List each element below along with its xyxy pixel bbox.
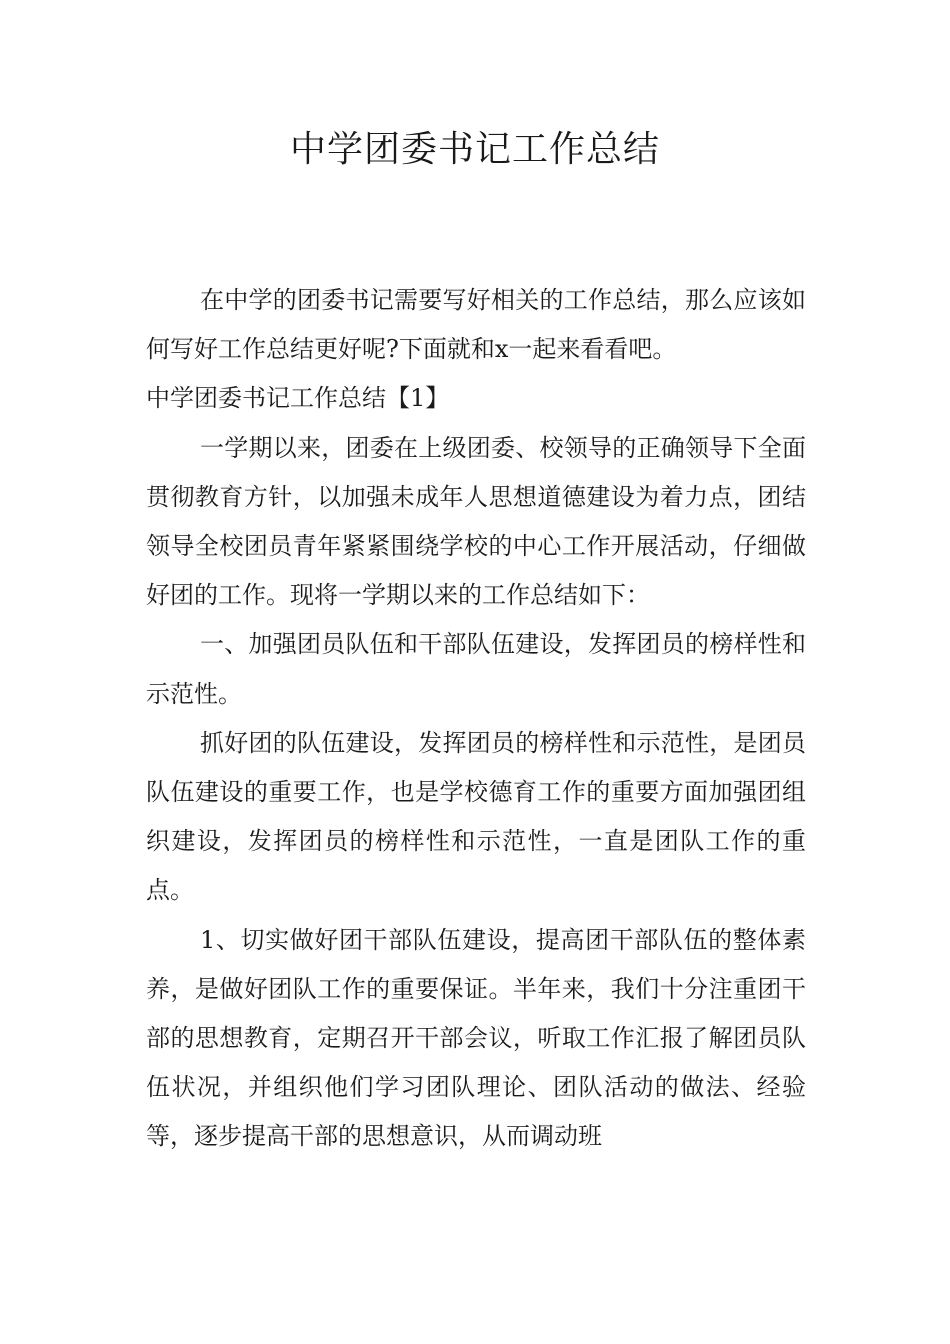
document-body	[146, 276, 806, 1162]
paragraph-cadre-building: 1、切实做好团干部队伍建设，提高团干部队伍的整体素养，是做好团队工作的重要保证。半年来，我们十分注重团干部的思想教育，定期召开干部会议，听取工作汇报了解团员队伍状况，并组织他们学习团队理论、团队活动的做法、经验等，逐步提高干部的思想意识，从而调动班	[146, 925, 806, 1151]
paragraph-team-building: 抓好团的队伍建设，发挥团员的榜样性和示范性，是团员队伍建设的重要工作，也是学校德育工作的重要方面加强团组织建设，发挥团员的榜样性和示范性，一直是团队工作的重点。	[146, 728, 806, 905]
document-title: 中学团委书记工作总结	[289, 129, 660, 170]
paragraph-overview: 一学期以来，团委在上级团委、校领导的正确领导下全面贯彻教育方针，以加强未成年人思想道德建设为着力点，团结领导全校团员青年紧紧围绕学校的中心工作开展活动，仔细做好团的工作。现将一学期以来的工作总结如下：	[146, 433, 806, 610]
paragraph-intro: 在中学的团委书记需要写好相关的工作总结，那么应该如何写好工作总结更好呢?下面就和x一起来看看吧。	[146, 286, 806, 364]
section-heading: 中学团委书记工作总结【1】	[146, 384, 450, 413]
paragraph-point-one: 一、加强团员队伍和干部队伍建设，发挥团员的榜样性和示范性。	[146, 630, 806, 708]
